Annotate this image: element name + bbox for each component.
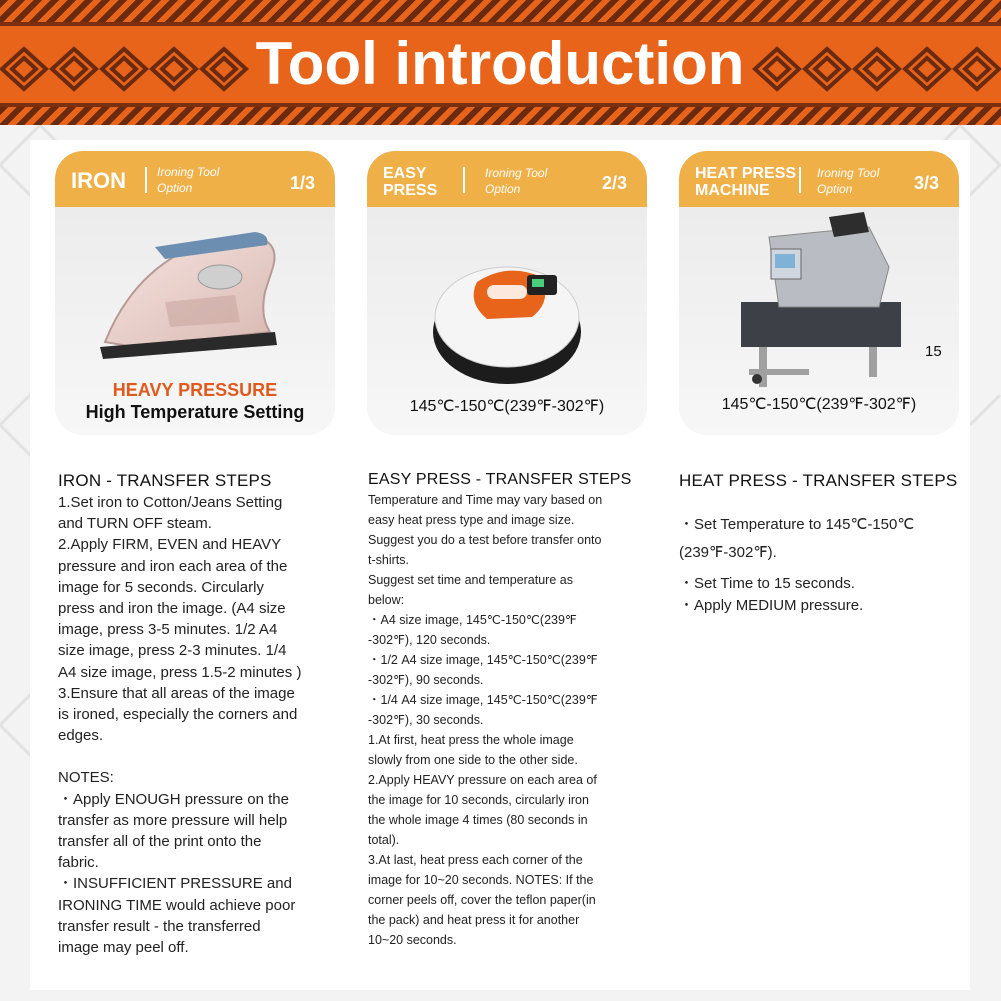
- text-line: size image, press 2-3 minutes. 1/4: [58, 642, 287, 660]
- title-line: PRESS: [383, 182, 438, 199]
- option-line: Ironing Tool: [485, 166, 548, 180]
- text-line: 10~20 seconds.: [368, 933, 457, 947]
- text-line: transfer all of the print onto the: [58, 833, 262, 851]
- easy-press-steps-section: [368, 470, 640, 950]
- panel-title: [383, 165, 437, 199]
- title-line: MACHINE: [695, 182, 770, 199]
- heat-press-panel: [679, 151, 959, 435]
- text-line: Suggest you do a test before transfer onto: [368, 533, 602, 547]
- text-line: transfer result - the transferred: [58, 917, 261, 935]
- text-line: below:: [368, 593, 405, 607]
- text-line: edges.: [58, 727, 104, 745]
- panel-option-label: [485, 165, 565, 197]
- text-line: the pack) and heat press it for another: [368, 913, 580, 927]
- panel-page-number: 2/3: [601, 173, 627, 193]
- text-line: ・1/4 A4 size image, 145℃-150℃(239℉: [368, 693, 598, 707]
- text-line: ・Apply ENOUGH pressure on the: [58, 790, 289, 808]
- text-line: Temperature and Time may vary based on: [368, 493, 603, 507]
- heat-press-steps-section: [679, 470, 959, 617]
- header-divider: [463, 167, 465, 193]
- text-line: ・Apply MEDIUM pressure.: [679, 597, 864, 614]
- text-line: corner peels off, cover the teflon paper(in: [368, 893, 596, 907]
- title-line: HEAT PRESS: [695, 165, 797, 182]
- section-heading: IRON - TRANSFER STEPS: [58, 471, 272, 490]
- side-number: 15: [925, 343, 942, 360]
- text-line: is ironed, especially the corners and: [58, 706, 298, 724]
- text-line: 3.At last, heat press each corner of the: [368, 853, 583, 867]
- text-line: fabric.: [58, 854, 99, 872]
- text-line: -302℉), 120 seconds.: [368, 633, 491, 647]
- text-line: total).: [368, 833, 400, 847]
- text-line: transfer as more pressure will help: [58, 811, 288, 829]
- diamond-pattern-icon: [751, 45, 1001, 93]
- text-line: ・A4 size image, 145℃-150℃(239℉: [368, 613, 577, 627]
- text-line: ・INSUFFICIENT PRESSURE and: [58, 875, 292, 893]
- text-line: image, press 3-5 minutes. 1/2 A4: [58, 621, 278, 639]
- text-line: pressure and iron each area of the: [58, 557, 288, 575]
- header-divider: [799, 167, 801, 193]
- notes-text: [58, 789, 323, 959]
- caption-pressure: HEAVY PRESSURE: [112, 380, 278, 400]
- text-line: A4 size image, press 1.5-2 minutes ): [58, 663, 302, 681]
- banner-pattern-top: [0, 0, 1001, 22]
- banner-line-top: [0, 22, 1001, 26]
- banner-pattern-bottom: [0, 107, 1001, 125]
- panel-header: [679, 151, 959, 207]
- text-line: image for 5 seconds. Circularly: [58, 578, 264, 596]
- text-line: 2.Apply FIRM, EVEN and HEAVY: [58, 536, 282, 554]
- steps-text: [368, 490, 640, 950]
- notes-heading: NOTES:: [58, 769, 114, 787]
- panel-option-label: [157, 164, 237, 196]
- option-line: Option: [157, 181, 193, 195]
- iron-panel: [55, 151, 335, 435]
- spacer: [58, 746, 323, 767]
- text-line: t-shirts.: [368, 553, 409, 567]
- text-line: 1.Set iron to Cotton/Jeans Setting: [58, 494, 283, 511]
- panel-header: [55, 151, 335, 207]
- page-title: Tool introduction: [255, 30, 745, 97]
- panel-page-number: 1/3: [289, 173, 315, 193]
- text-line: and TURN OFF steam.: [58, 515, 212, 533]
- text-line: image may peel off.: [58, 939, 189, 957]
- easy-press-panel: [367, 151, 647, 435]
- text-line: ・Set Temperature to 145℃-150℃: [679, 516, 915, 533]
- text-line: the image for 10 seconds, circularly iron: [368, 793, 589, 807]
- text-line: ・1/2 A4 size image, 145℃-150℃(239℉: [368, 653, 598, 667]
- panel-title: [695, 165, 796, 199]
- panel-page-number: 3/3: [913, 173, 939, 193]
- caption-temperature: 145℃-150℃(239℉-302℉): [409, 398, 605, 415]
- diamond-pattern-icon: [0, 45, 250, 93]
- text-line: -302℉), 90 seconds.: [368, 673, 484, 687]
- header-divider: [145, 167, 147, 193]
- panel-header: [367, 151, 647, 207]
- text-line: 3.Ensure that all areas of the image: [58, 684, 295, 702]
- caption-temperature: High Temperature Setting: [85, 402, 305, 422]
- text-line: IRONING TIME would achieve poor: [58, 896, 296, 914]
- text-line: 2.Apply HEAVY pressure on each area of: [368, 773, 597, 787]
- section-heading: EASY PRESS - TRANSFER STEPS: [368, 471, 632, 488]
- option-line: Option: [485, 182, 521, 196]
- option-line: Ironing Tool: [157, 165, 220, 179]
- option-line: Option: [817, 182, 853, 196]
- panel-title: IRON: [71, 168, 126, 193]
- text-line: (239℉-302℉).: [679, 544, 777, 561]
- text-line: -302℉), 30 seconds.: [368, 713, 484, 727]
- text-line: the whole image 4 times (80 seconds in: [368, 813, 588, 827]
- text-line: ・Set Time to 15 seconds.: [679, 575, 855, 592]
- iron-steps-section: [58, 470, 323, 958]
- panel-option-label: [817, 165, 897, 197]
- option-line: Ironing Tool: [817, 166, 880, 180]
- text-line: press and iron the image. (A4 size: [58, 600, 286, 618]
- text-line: Suggest set time and temperature as: [368, 573, 573, 587]
- text-line: 1.At first, heat press the whole image: [368, 733, 574, 747]
- title-line: EASY: [383, 165, 427, 182]
- caption-temperature: 145℃-150℃(239℉-302℉): [721, 396, 917, 413]
- text-line: slowly from one side to the other side.: [368, 753, 578, 767]
- text-line: image for 10~20 seconds. NOTES: If the: [368, 873, 594, 887]
- text-line: easy heat press type and image size.: [368, 513, 575, 527]
- title-banner: [0, 0, 1001, 125]
- steps-text: [58, 492, 323, 746]
- section-heading: HEAT PRESS - TRANSFER STEPS: [679, 471, 958, 490]
